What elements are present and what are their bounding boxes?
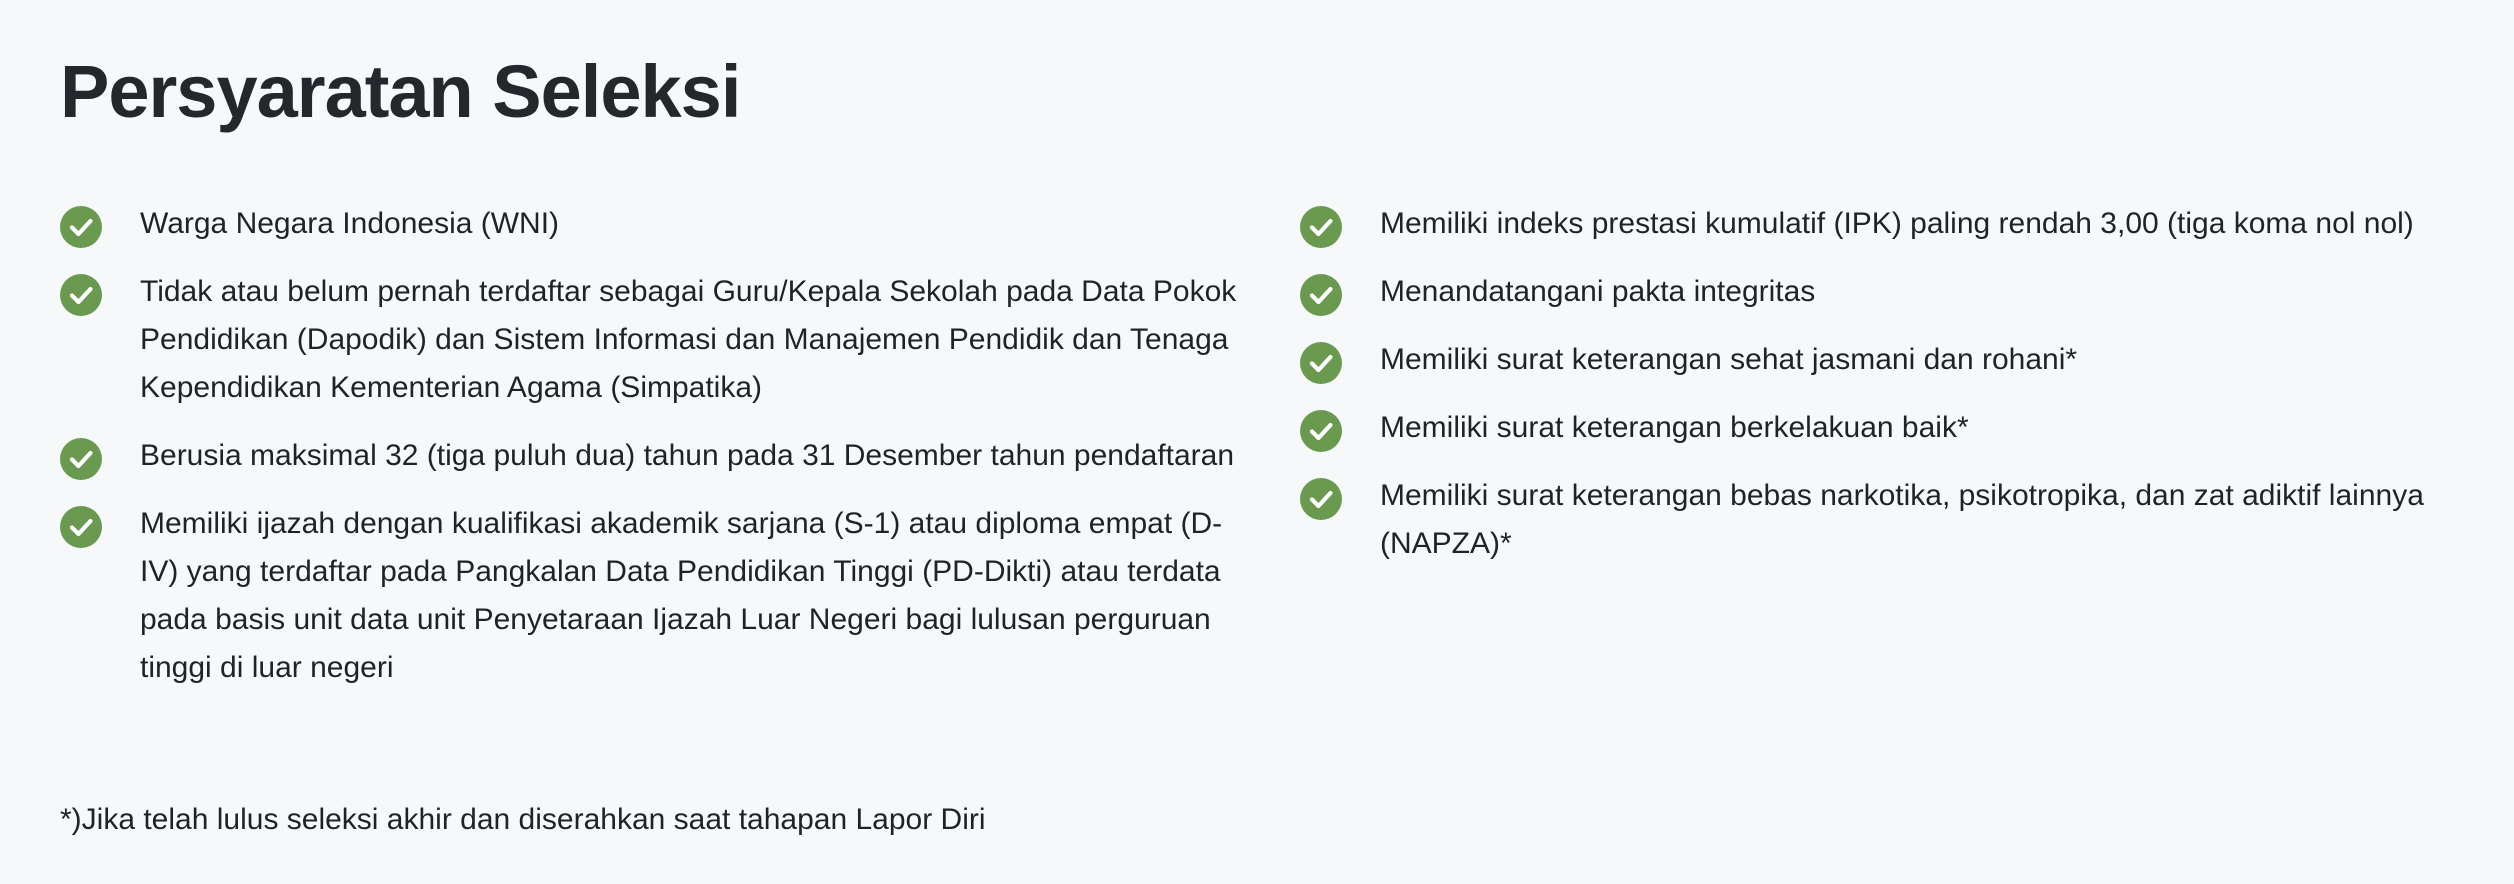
footnote: *)Jika telah lulus seleksi akhir dan diserahkan saat tahapan Lapor Diri	[60, 803, 986, 836]
requirement-text: Memiliki surat keterangan sehat jasmani dan rohani*	[1380, 343, 2078, 376]
requirement-text: Menandatangani pakta integritas	[1380, 275, 1816, 308]
requirement-text: Berusia maksimal 32 (tiga puluh dua) tahun pada 31 Desember tahun pendaftaran	[140, 439, 1235, 472]
requirement-item	[60, 432, 1240, 480]
check-circle-icon	[1300, 274, 1342, 316]
requirement-item	[60, 500, 1240, 692]
requirement-text: Tidak atau belum pernah terdaftar sebagai Guru/Kepala Sekolah pada Data Pokok Pendidikan (Dapodik) dan Sistem Informasi dan Manajemen Pendidik dan Tenaga Kependidikan Kementerian Agama (Simpatika)	[140, 275, 1237, 404]
check-circle-icon	[1300, 342, 1342, 384]
check-circle-icon	[1300, 206, 1342, 248]
check-circle-icon	[60, 206, 102, 248]
page-title: Persyaratan Seleksi	[60, 50, 741, 133]
requirement-text: Memiliki surat keterangan bebas narkotika, psikotropika, dan zat adiktif lainnya (NAPZA)*	[1380, 479, 2424, 560]
requirement-text: Memiliki surat keterangan berkelakuan baik*	[1380, 411, 1969, 444]
requirement-item	[1300, 200, 2480, 248]
check-circle-icon	[1300, 478, 1342, 520]
requirement-text: Memiliki indeks prestasi kumulatif (IPK) paling rendah 3,00 (tiga koma nol nol)	[1380, 207, 2414, 240]
check-circle-icon	[60, 274, 102, 316]
requirement-text: Memiliki ijazah dengan kualifikasi akademik sarjana (S-1) atau diploma empat (D-IV) yang terdaftar pada Pangkalan Data Pendidikan Tinggi (PD-Dikti) atau terdata pada basis unit data unit Penyetaraan Ijazah Luar Negeri bagi lulusan perguruan tinggi di luar negeri	[140, 507, 1223, 684]
check-circle-icon	[1300, 410, 1342, 452]
requirement-item	[1300, 472, 2480, 568]
check-circle-icon	[60, 506, 102, 548]
requirement-item	[1300, 404, 2480, 452]
requirement-text: Warga Negara Indonesia (WNI)	[140, 207, 560, 240]
requirement-item	[1300, 336, 2480, 384]
requirements-list-left	[60, 200, 1240, 712]
requirement-item	[1300, 268, 2480, 316]
check-circle-icon	[60, 438, 102, 480]
requirement-item	[60, 200, 1240, 248]
requirement-item	[60, 268, 1240, 412]
requirements-list-right	[1300, 200, 2480, 588]
